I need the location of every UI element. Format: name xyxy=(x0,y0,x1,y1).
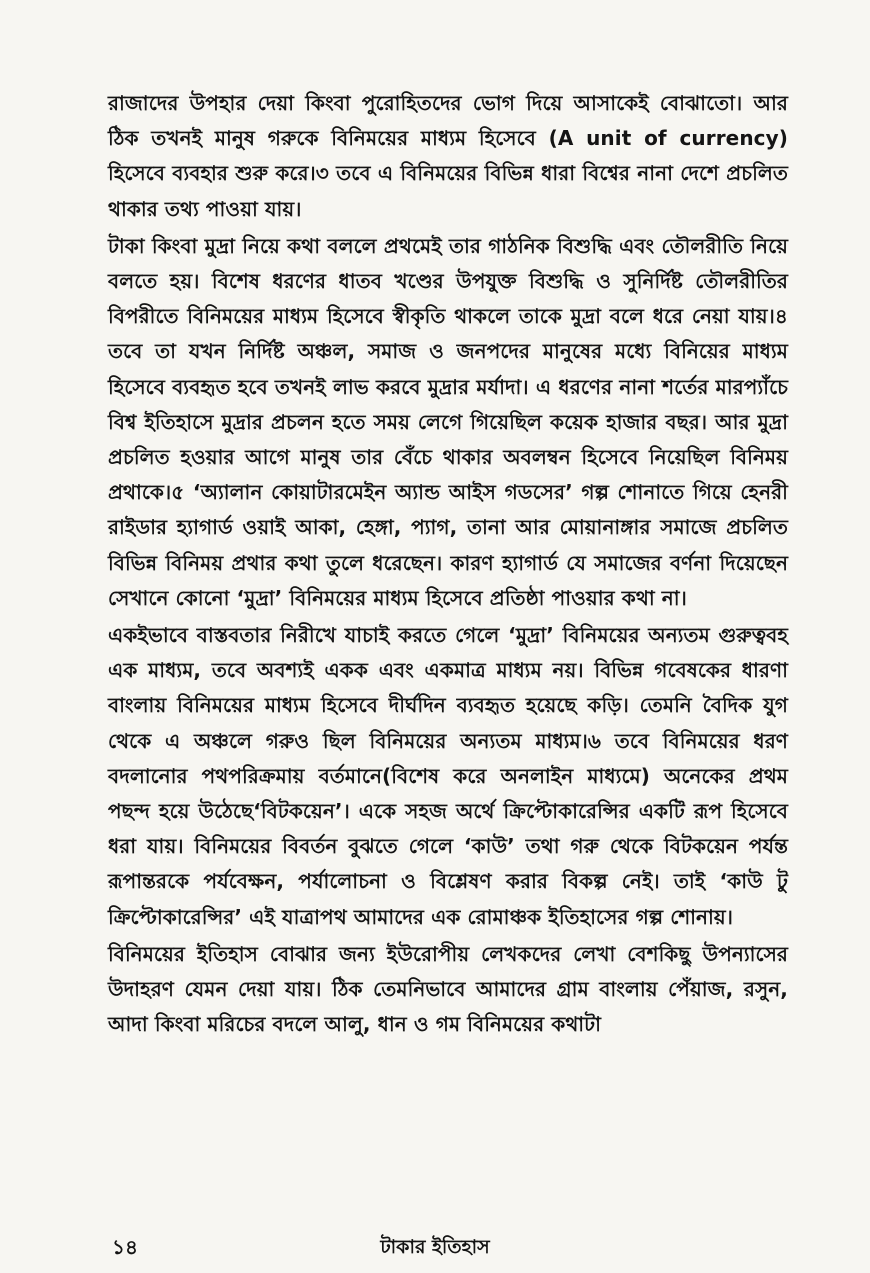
body-text xyxy=(108,86,788,1044)
paragraph-2: টাকা কিংবা মুদ্রা নিয়ে কথা বললে প্রথমেই তার গাঠনিক বিশুদ্ধি এবং তৌলরীতি নিয়ে বলতে হয়। বিশেষ ধরণের ধাতব খণ্ডের উপযুক্ত বিশুদ্ধি ও সুনির্দিষ্ট তৌলরীতির বিপরীতে বিনিময়ের মাধ্যম হিসেবে স্বীকৃতি থাকলে তাকে মুদ্রা বলে ধরে নেয়া যায়।৪ তবে তা যখন নির্দিষ্ট অঞ্চল, সমাজ ও জনপদের মানুষের মধ্যে বিনিয়ের মাধ্যম হিসেবে ব্যবহৃত হবে তখনই লাভ করবে মুদ্রার মর্যাদা। এ ধরণের নানা শর্তের মারপ্যাঁচে বিশ্ব ইতিহাসে মুদ্রার প্রচলন হতে সময় লেগে গিয়েছিল কয়েক হাজার বছর। আর মুদ্রা প্রচলিত হওয়ার আগে মানুষ তার বেঁচে থাকার অবলম্বন হিসেবে নিয়েছিল বিনিময় প্রথাকে।৫ ‘অ্যালান কোয়াটারমেইন অ্যান্ড আইস গডসের’ গল্প শোনাতে গিয়ে হেনরী রাইডার হ্যাগার্ড ওয়াই আকা, হেঙ্গা, প্যাগ, তানা আর মোয়ানাঙ্গার সমাজে প্রচলিত বিভিন্ন বিনিময় প্রথার কথা তুলে ধরেছেন। কারণ হ্যাগার্ড যে সমাজের বর্ণনা দিয়েছেন সেখানে কোনো ‘মুদ্রা’ বিনিময়ের মাধ্যম হিসেবে প্রতিষ্ঠা পাওয়ার কথা না। xyxy=(108,233,788,610)
paragraph-3: একইভাবে বাস্তবতার নিরীখে যাচাই করতে গেলে ‘মুদ্রা’ বিনিময়ের অন্যতম গুরুত্ববহ এক মাধ্যম, তবে অবশ্যই একক এবং একমাত্র মাধ্যম নয়। বিভিন্ন গবেষকের ধারণা বাংলায় বিনিময়ের মাধ্যম হিসেবে দীর্ঘদিন ব্যবহৃত হয়েছে কড়ি। তেমনি বৈদিক যুগ থেকে এ অঞ্চলে গরুও ছিল বিনিময়ের অন্যতম মাধ্যম।৬ তবে বিনিময়ের ধরণ বদলানোর পথপরিক্রমায় বর্তমানে(বিশেষ করে অনলাইন মাধ্যমে) অনেকের প্রথম পছন্দ হয়ে উঠেছে‘বিটকয়েন’। একে সহজ অর্থে ক্রিপ্টোকারেন্সির একটি রূপ হিসেবে ধরা যায়। বিনিময়ের বিবর্তন বুঝতে গেলে ‘কাউ’ তথা গরু থেকে বিটকয়েন পর্যন্ত রূপান্তরকে পর্যবেক্ষন, পর্যালোচনা ও বিশ্লেষণ করার বিকল্প নেই। তাই ‘কাউ টু ক্রিপ্টোকারেন্সির’ এই যাত্রাপথ আমাদের এক রোমাঞ্চক ইতিহাসের গল্প শোনায়। xyxy=(108,623,788,929)
paragraph-4: বিনিময়ের ইতিহাস বোঝার জন্য ইউরোপীয় লেখকদের লেখা বেশকিছু উপন্যাসের উদাহরণ যেমন দেয়া যায়। ঠিক তেমনিভাবে আমাদের গ্রাম বাংলায় পেঁয়াজ, রসুন, আদা কিংবা মরিচের বদলে আলু, ধান ও গম বিনিময়ের কথাটা xyxy=(108,941,788,1037)
page-number: ১৪ xyxy=(112,1235,138,1259)
running-title: টাকার ইতিহাস xyxy=(380,1236,490,1258)
paragraph-1: রাজাদের উপহার দেয়া কিংবা পুরোহিতদের ভোগ দিয়ে আসাকেই বোঝাতো। আর ঠিক তখনই মানুষ গরুকে বিনিময়ের মাধ্যম হিসেবে (A unit of currency) হিসেবে ব্যবহার শুরু করে।৩ তবে এ বিনিময়ের বিভিন্ন ধারা বিশ্বের নানা দেশে প্রচলিত থাকার তথ্য পাওয়া যায়। xyxy=(108,91,788,221)
